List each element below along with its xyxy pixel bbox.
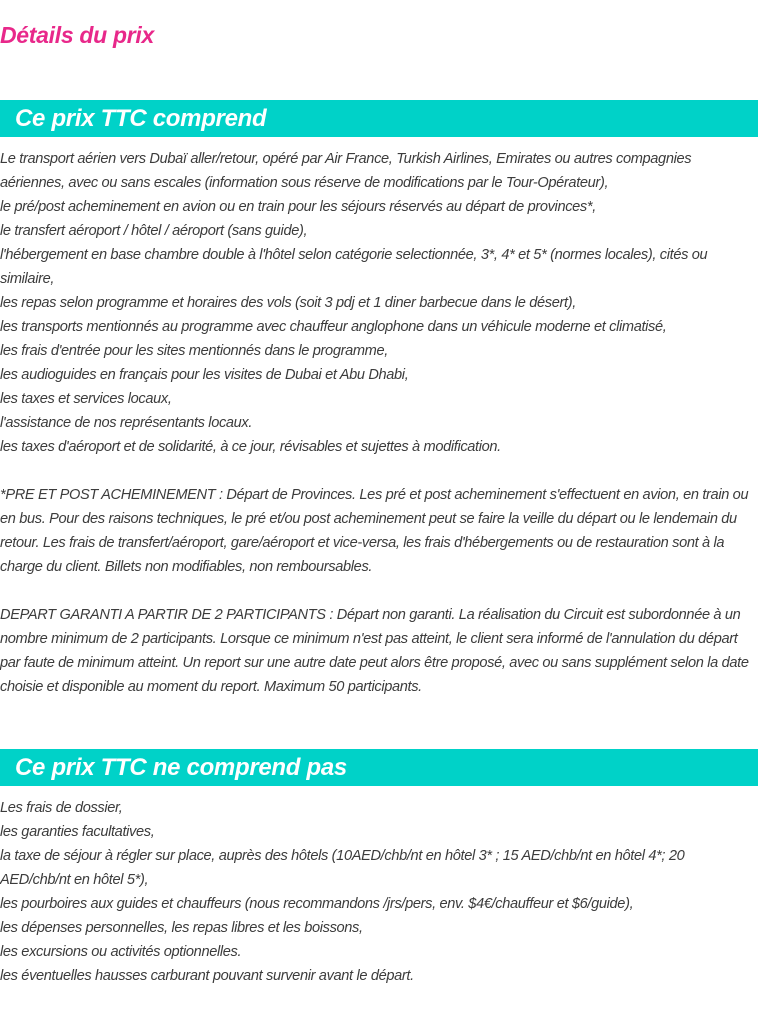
not-included-item: Les frais de dossier, — [0, 800, 123, 816]
included-item: l'assistance de nos représentants locaux. — [0, 415, 253, 431]
included-item: les taxes et services locaux, — [0, 391, 172, 407]
not-included-item: les excursions ou activités optionnelles. — [0, 944, 242, 960]
not-included-list — [0, 796, 756, 988]
page-title: Détails du prix — [0, 22, 154, 48]
pre-post-acheminement-text: *PRE ET POST ACHEMINEMENT : Départ de Provinces. Les pré et post acheminement s'effectuent en avion, en train ou en bus. Pour des raisons techniques, le pré et/ou post acheminement peut se faire la veille du départ ou le lendemain du retour. Les frais de transfert/aéroport, gare/aéroport et vice-versa, les frais d'hébergements ou de restauration sont à la charge du client. Billets non modifiables, non remboursables. — [0, 487, 749, 575]
depart-garanti-text: DEPART GARANTI A PARTIR DE 2 PARTICIPANTS : Départ non garanti. La réalisation du Circuit est subordonnée à un nombre minimum de 2 participants. Lorsque ce minimum n'est pas atteint, le client sera informé de l'annulation du départ par faute de minimum atteint. Un report sur une autre date peut alors être proposé, avec ou sans supplément selon la date choisie et disponible au moment du report. Maximum 50 participants. — [0, 607, 749, 695]
included-item: l'hébergement en base chambre double à l'hôtel selon catégorie selectionnée, 3*, 4* et 5* (normes locales), cités ou similaire, — [0, 247, 708, 287]
not-included-item: les pourboires aux guides et chauffeurs (nous recommandons /jrs/pers, env. $4€/chauffeur et $6/guide), — [0, 896, 634, 912]
included-list — [0, 147, 756, 459]
included-item: les taxes d'aéroport et de solidarité, à ce jour, révisables et sujettes à modification. — [0, 439, 501, 455]
not-included-section-header — [0, 749, 758, 786]
included-section-header — [0, 100, 758, 137]
included-item: les transports mentionnés au programme avec chauffeur anglophone dans un véhicule moderne et climatisé, — [0, 319, 667, 335]
included-item: Le transport aérien vers Dubaï aller/retour, opéré par Air France, Turkish Airlines, Emirates ou autres compagnies aériennes, avec ou sans escales (information sous réserve de modifications par le Tour-Opérateur), — [0, 151, 692, 191]
included-item: les audioguides en français pour les visites de Dubai et Abu Dhabi, — [0, 367, 409, 383]
included-item: les repas selon programme et horaires des vols (soit 3 pdj et 1 diner barbecue dans le désert), — [0, 295, 576, 311]
not-included-item: les dépenses personnelles, les repas libres et les boissons, — [0, 920, 363, 936]
not-included-item: la taxe de séjour à régler sur place, auprès des hôtels (10AED/chb/nt en hôtel 3* ; 15 AED/chb/nt en hôtel 4*; 20 AED/chb/nt en hôtel 5*), — [0, 848, 685, 888]
not-included-item: les garanties facultatives, — [0, 824, 155, 840]
included-item: le transfert aéroport / hôtel / aéroport (sans guide), — [0, 223, 308, 239]
included-item: les frais d'entrée pour les sites mentionnés dans le programme, — [0, 343, 388, 359]
included-heading: Ce prix TTC comprend — [15, 105, 267, 132]
included-item: le pré/post acheminement en avion ou en train pour les séjours réservés au départ de provinces*, — [0, 199, 596, 215]
not-included-heading: Ce prix TTC ne comprend pas — [15, 754, 347, 781]
pre-post-acheminement-note — [0, 483, 756, 579]
not-included-item: les éventuelles hausses carburant pouvant survenir avant le départ. — [0, 968, 414, 984]
depart-garanti-note — [0, 603, 756, 699]
